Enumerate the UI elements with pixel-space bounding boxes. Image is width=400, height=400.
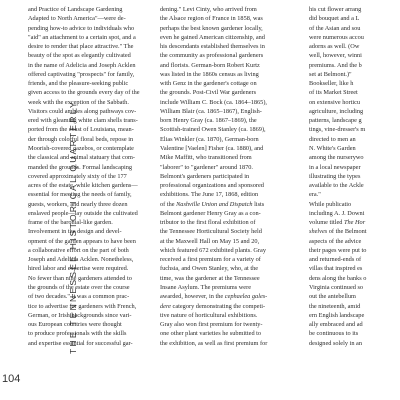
text-segment: perhaps the best known gardener locally, xyxy=(160,24,263,32)
text-line xyxy=(28,246,152,255)
text-segment: volume titled xyxy=(309,219,344,227)
text-segment: out the antebellum xyxy=(309,293,356,301)
text-segment: While publicatio xyxy=(309,200,352,208)
text-line xyxy=(28,302,152,311)
text-line xyxy=(309,274,400,283)
italic-segment: cephaelea gales- xyxy=(224,293,268,301)
text-line xyxy=(309,283,400,292)
text-line xyxy=(160,172,284,181)
text-column-left xyxy=(28,5,152,348)
text-segment: the grounds. Post-Civil War gardeners xyxy=(160,89,257,97)
text-segment: lists xyxy=(252,200,265,208)
text-line xyxy=(28,339,152,348)
text-segment: friends, and the pleasure-seeking public xyxy=(28,80,129,88)
text-line xyxy=(28,274,152,283)
text-segment: among the nurserywo xyxy=(309,154,364,162)
italic-segment: dere xyxy=(160,302,171,310)
text-segment: aspects of the advice xyxy=(309,237,362,245)
text-line xyxy=(309,70,400,79)
text-column-middle xyxy=(160,5,284,348)
text-line xyxy=(160,302,284,311)
text-segment: tings, vine-dresser's m xyxy=(309,126,366,134)
text-segment: Visitors could ambles along pathways cov- xyxy=(28,107,137,115)
text-segment: and expertise essential for successful gar- xyxy=(28,339,133,347)
text-segment: of the xyxy=(160,200,177,208)
text-line xyxy=(160,135,284,144)
text-segment: in a local newspaper xyxy=(309,163,361,171)
text-line xyxy=(160,107,284,116)
italic-segment: Nashville Union and Dispatch xyxy=(176,200,253,208)
text-segment: were numerous accou xyxy=(309,33,364,41)
text-line xyxy=(309,339,400,348)
text-segment: ern English landscape xyxy=(309,311,365,319)
text-segment: received a first premium for a variety of xyxy=(160,256,261,264)
text-segment: "aid" an attachment to a certain spot, and a xyxy=(28,33,136,41)
text-line xyxy=(160,88,284,97)
text-line xyxy=(309,125,400,134)
text-segment: dens along the banks o xyxy=(309,274,367,282)
text-segment: the grounds of the estate over the course xyxy=(28,283,130,291)
text-line xyxy=(160,209,284,218)
text-segment: desire to render that place attractive." The xyxy=(28,43,134,51)
text-segment: which featured 672 exhibited plants. Gray xyxy=(160,246,266,254)
text-segment: William Blair (ca. 1865–1867), English- xyxy=(160,107,262,115)
text-segment: professional organizations and sponsored xyxy=(160,182,264,190)
text-segment: the exhibition, as well as first premium for xyxy=(160,339,268,347)
text-segment: Insane Asylum. The premiums were xyxy=(160,283,251,291)
text-line xyxy=(309,144,400,153)
text-line xyxy=(309,107,400,116)
text-segment: agriculture, including xyxy=(309,107,364,115)
text-segment: Elias Winkler (ca. 1870), German-born xyxy=(160,135,259,143)
text-line xyxy=(160,70,284,79)
text-segment: patterns, landscape g xyxy=(309,117,362,125)
running-head-vertical: THE TENNESSEE HISTORICAL QUARTERLY xyxy=(68,100,78,354)
text-line xyxy=(28,292,152,301)
text-segment: Adapted to North America"—were de- xyxy=(28,15,126,23)
text-segment: including A. J. Downi xyxy=(309,209,365,217)
text-line xyxy=(28,227,152,236)
text-line xyxy=(160,246,284,255)
text-segment: Gray also won first premium for twenty- xyxy=(160,321,263,329)
text-segment: manded the grounds. Formal landscaping xyxy=(28,163,133,171)
text-line xyxy=(309,79,400,88)
text-line xyxy=(28,42,152,51)
text-segment: designed solely in an xyxy=(309,339,362,347)
text-segment: the community as professional gardeners xyxy=(160,52,264,60)
text-segment: even he gained American citizenship, and xyxy=(160,33,265,41)
text-segment: enslaved people—lay outside the cultivated xyxy=(28,209,138,217)
text-segment: on extensive horticu xyxy=(309,98,361,106)
text-segment: born Henry Gray (ca. 1867–1869), the xyxy=(160,117,257,125)
text-line xyxy=(28,181,152,190)
text-segment: did bouquet and a L xyxy=(309,15,360,23)
text-line xyxy=(28,88,152,97)
text-line xyxy=(309,116,400,125)
text-segment: of the Belmont xyxy=(327,228,367,236)
text-line xyxy=(160,42,284,51)
text-line xyxy=(28,125,152,134)
text-line xyxy=(309,255,400,264)
text-segment: fuchsia, and Owen Stanley, who, at the xyxy=(160,265,259,273)
text-line xyxy=(28,329,152,338)
text-line xyxy=(28,237,152,246)
text-segment: ous European countries were thought xyxy=(28,321,122,329)
text-segment: to produce professionals with the skills xyxy=(28,330,127,338)
text-segment: dening." Levi Cinty, who arrived from xyxy=(160,6,257,13)
text-segment: week with the exception of the Sabbath. xyxy=(28,98,129,106)
text-segment: available to the Ackle xyxy=(309,182,364,190)
text-segment: the Alsace region of France in 1858, was xyxy=(160,15,263,23)
text-segment: ered with gleaming white clam shells trans- xyxy=(28,117,138,125)
text-line xyxy=(309,24,400,33)
text-line xyxy=(160,200,284,209)
text-line xyxy=(28,135,152,144)
text-line xyxy=(28,311,152,320)
text-line xyxy=(28,190,152,199)
text-segment: "laborer" to "gardener" around 1870. xyxy=(160,163,253,171)
text-line xyxy=(309,135,400,144)
text-line xyxy=(160,339,284,348)
text-segment: ally embraced and ad xyxy=(309,321,363,329)
text-line xyxy=(309,264,400,273)
text-line xyxy=(160,292,284,301)
text-segment: exhibitions. The June 17, 1868, edition xyxy=(160,191,259,199)
text-segment: in the name of Adelicia and Joseph Acklen xyxy=(28,61,136,69)
text-segment: the nineteenth, amid xyxy=(309,302,361,310)
text-line xyxy=(309,14,400,23)
text-line xyxy=(28,33,152,42)
text-line xyxy=(28,172,152,181)
text-line xyxy=(309,329,400,338)
text-segment: of the Asian and sou xyxy=(309,24,361,32)
text-segment: given access to the grounds every day of the xyxy=(28,89,140,97)
text-segment: Joseph and Adelicia Acklen. Nonetheless, xyxy=(28,256,134,264)
text-line xyxy=(28,61,152,70)
text-segment: time, was the gardener at the Tennessee xyxy=(160,274,260,282)
text-line xyxy=(160,24,284,33)
text-segment: and florists. German-born Robert Kurtz xyxy=(160,61,260,69)
text-line xyxy=(309,320,400,329)
text-line xyxy=(28,163,152,172)
text-line xyxy=(160,144,284,153)
text-segment: premiums. And the b xyxy=(309,61,362,69)
text-line xyxy=(28,218,152,227)
text-segment: Belmont's gardeners participated in xyxy=(160,172,250,180)
text-line xyxy=(160,320,284,329)
text-segment: guests, workers, and nearly three dozen xyxy=(28,200,128,208)
text-line xyxy=(160,311,284,320)
text-line xyxy=(309,153,400,162)
text-segment: offered captivating "prospects" for family, xyxy=(28,70,135,78)
text-line xyxy=(160,181,284,190)
text-line xyxy=(28,320,152,329)
text-segment: set at Belmont.)" xyxy=(309,70,352,78)
text-segment: essential for meeting the needs of family, xyxy=(28,191,132,199)
text-segment: of two decades." It was a common prac- xyxy=(28,293,130,301)
text-line xyxy=(309,42,400,51)
text-line xyxy=(28,5,152,14)
text-column-right xyxy=(309,5,400,348)
text-segment: Valentine [Vaelen] Fisher (ca. 1880), and xyxy=(160,144,264,152)
text-segment: ported from the coast of Louisiana, mean- xyxy=(28,126,134,134)
text-segment: pending how-to advice to individuals who xyxy=(28,24,135,32)
text-segment: the Tennessee Horticultural Society held xyxy=(160,228,262,236)
text-line xyxy=(160,264,284,273)
text-segment: was listed in the 1860s census as living xyxy=(160,70,259,78)
text-segment: and returned-ends of xyxy=(309,256,362,264)
text-line xyxy=(28,107,152,116)
text-segment: Scottish-trained Owen Stanley (ca. 1869), xyxy=(160,126,266,134)
text-line xyxy=(309,61,400,70)
text-line xyxy=(28,283,152,292)
text-segment: of its Market Street xyxy=(309,89,358,97)
text-line xyxy=(309,227,400,236)
text-segment: well, however, winni xyxy=(309,52,362,60)
text-segment: be continuous to its xyxy=(309,330,359,338)
text-line xyxy=(309,33,400,42)
text-line xyxy=(309,200,400,209)
text-line xyxy=(160,218,284,227)
text-line xyxy=(28,79,152,88)
page-number: 104 xyxy=(2,373,21,385)
text-line xyxy=(28,51,152,60)
text-segment: his descendants established themselves in xyxy=(160,43,265,51)
text-segment: Virginia continued so xyxy=(309,283,364,291)
text-line xyxy=(28,255,152,264)
text-segment: adorns as well. (Ow xyxy=(309,43,360,51)
text-segment: a collaborative effort on the part of both xyxy=(28,246,129,254)
text-line xyxy=(28,98,152,107)
text-line xyxy=(309,209,400,218)
text-segment: one other plant varieties he submitted to xyxy=(160,330,262,338)
text-segment: Belmont gardener Henry Gray as a con- xyxy=(160,209,261,217)
text-segment: era." xyxy=(309,191,321,199)
text-line xyxy=(309,163,400,172)
text-segment: with Genz in the gardener's cottage on xyxy=(160,80,257,88)
text-line xyxy=(160,5,284,14)
text-line xyxy=(160,125,284,134)
text-line xyxy=(309,172,400,181)
text-segment: tributor to the first floral exhibition of xyxy=(160,219,256,227)
text-line xyxy=(28,209,152,218)
text-line xyxy=(28,116,152,125)
text-line xyxy=(28,264,152,273)
text-segment: directed to men an xyxy=(309,135,356,143)
text-line xyxy=(309,5,400,14)
text-segment: No fewer than nine gardeners attended to xyxy=(28,274,132,282)
text-line xyxy=(160,329,284,338)
text-segment: their pages were put to xyxy=(309,246,367,254)
italic-segment: The Hor xyxy=(343,219,366,227)
text-segment: covered approximately sixty of the 177 xyxy=(28,172,127,180)
text-segment: frame of the baronial-like garden. xyxy=(28,219,113,227)
text-segment: der through colorful floral beds, repose in xyxy=(28,135,134,143)
text-line xyxy=(309,51,400,60)
text-segment: acres of the estate, while kitchen gardens— xyxy=(28,182,138,190)
text-segment: the classical and animal statuary that com- xyxy=(28,154,136,162)
text-segment: German, or Irish backgrounds since vari- xyxy=(28,311,132,319)
text-line xyxy=(309,237,400,246)
text-line xyxy=(28,70,152,79)
text-segment: N. White's Garden xyxy=(309,144,356,152)
text-segment: category demonstrating the competi- xyxy=(170,302,266,310)
text-line xyxy=(309,302,400,311)
text-line xyxy=(309,181,400,190)
text-line xyxy=(160,274,284,283)
text-line xyxy=(160,98,284,107)
text-line xyxy=(28,200,152,209)
text-segment: tice to advertise for gardeners with French, xyxy=(28,302,137,310)
text-segment: Moorish-covered gazebos, or contemplate xyxy=(28,144,134,152)
text-line xyxy=(160,14,284,23)
text-line xyxy=(160,79,284,88)
text-line xyxy=(28,24,152,33)
text-line xyxy=(28,144,152,153)
text-line xyxy=(160,227,284,236)
text-line xyxy=(160,237,284,246)
text-line xyxy=(309,190,400,199)
text-segment: include William C. Bock (ca. 1864–1865), xyxy=(160,98,268,106)
text-line xyxy=(160,255,284,264)
text-segment: his cut flower arrang xyxy=(309,6,362,13)
text-segment: illustrating the types xyxy=(309,172,361,180)
text-segment: tive nature of horticultural exhibitions. xyxy=(160,311,258,319)
text-segment: hired labor and expertise were required. xyxy=(28,265,129,273)
text-line xyxy=(160,153,284,162)
text-line xyxy=(160,61,284,70)
text-line xyxy=(309,88,400,97)
text-segment: Bookseller, like h xyxy=(309,80,354,88)
text-segment: at the Maxwell Hall on May 15 and 20, xyxy=(160,237,260,245)
text-line xyxy=(160,116,284,125)
text-line xyxy=(28,14,152,23)
text-line xyxy=(160,163,284,172)
text-segment: villas that inspired es xyxy=(309,265,363,273)
text-line xyxy=(309,218,400,227)
italic-segment: shelves xyxy=(309,228,328,236)
text-line xyxy=(160,51,284,60)
text-segment: and Practice of Landscape Gardening xyxy=(28,6,123,13)
text-line xyxy=(28,153,152,162)
text-segment: beauty of the spot as elegantly cultivated xyxy=(28,52,131,60)
text-segment: opment of the garden appears to have been xyxy=(28,237,136,245)
text-line xyxy=(309,246,400,255)
text-segment: awarded, however, in the xyxy=(160,293,225,301)
text-line xyxy=(309,292,400,301)
text-line xyxy=(160,190,284,199)
text-line xyxy=(160,283,284,292)
text-line xyxy=(160,33,284,42)
text-segment: Involvement in the design and devel- xyxy=(28,228,122,236)
text-line xyxy=(309,311,400,320)
text-line xyxy=(309,98,400,107)
text-segment: Mike Maffitt, who transitioned from xyxy=(160,154,252,162)
